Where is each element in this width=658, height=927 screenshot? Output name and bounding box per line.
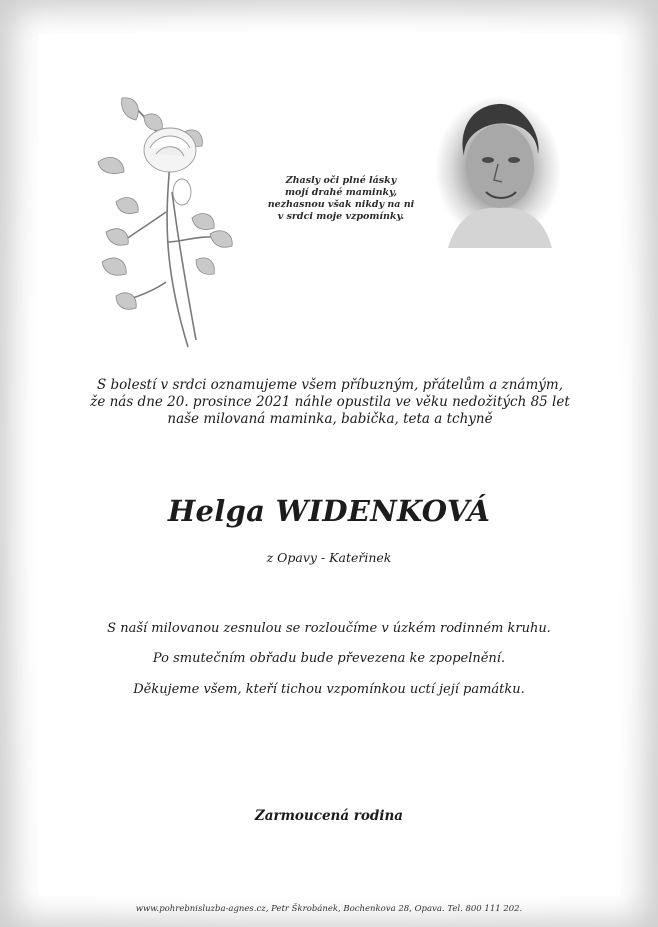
- verse-line: v srdci moje vzpomínky.: [277, 211, 405, 222]
- verse-line: nezhasnou však nikdy na ni: [267, 199, 415, 210]
- verse-line: mojí drahé maminky,: [284, 187, 398, 198]
- family-signature: Zarmoucená rodina: [254, 808, 404, 824]
- portrait-figure: [428, 96, 568, 248]
- funeral-service-footer: www.pohrebnisluzba-agnes.cz, Petr Škrobánek, Bochenkova 28, Opava. Tel. 800 111 202.: [135, 904, 523, 914]
- memorial-verse: [256, 175, 426, 223]
- deceased-name: Helga WIDENKOVÁ: [167, 494, 491, 528]
- cremation-message: Po smutečním obřadu bude převezena ke zpopelnění.: [152, 651, 506, 666]
- verse-line: Zhasly oči plné lásky: [285, 175, 397, 186]
- portrait-photo: [428, 96, 568, 248]
- rose-illustration: [92, 92, 242, 354]
- announcement-line: naše milovaná maminka, babička, teta a tchyně: [167, 411, 493, 427]
- deceased-origin: z Opavy - Kateřinek: [266, 550, 392, 565]
- announcement-text: [80, 377, 580, 428]
- announcement-line: S bolestí v srdci oznamujeme všem příbuzným, přátelům a známým,: [96, 377, 563, 393]
- announcement-line: že nás dne 20. prosince 2021 náhle opustila ve věku nedožitých 85 let: [90, 394, 570, 410]
- thanks-message: Děkujeme všem, kteří tichou vzpomínkou uctí její památku.: [133, 682, 525, 697]
- farewell-message: S naší milovanou zesnulou se rozloučíme v úzkém rodinném kruhu.: [107, 621, 551, 636]
